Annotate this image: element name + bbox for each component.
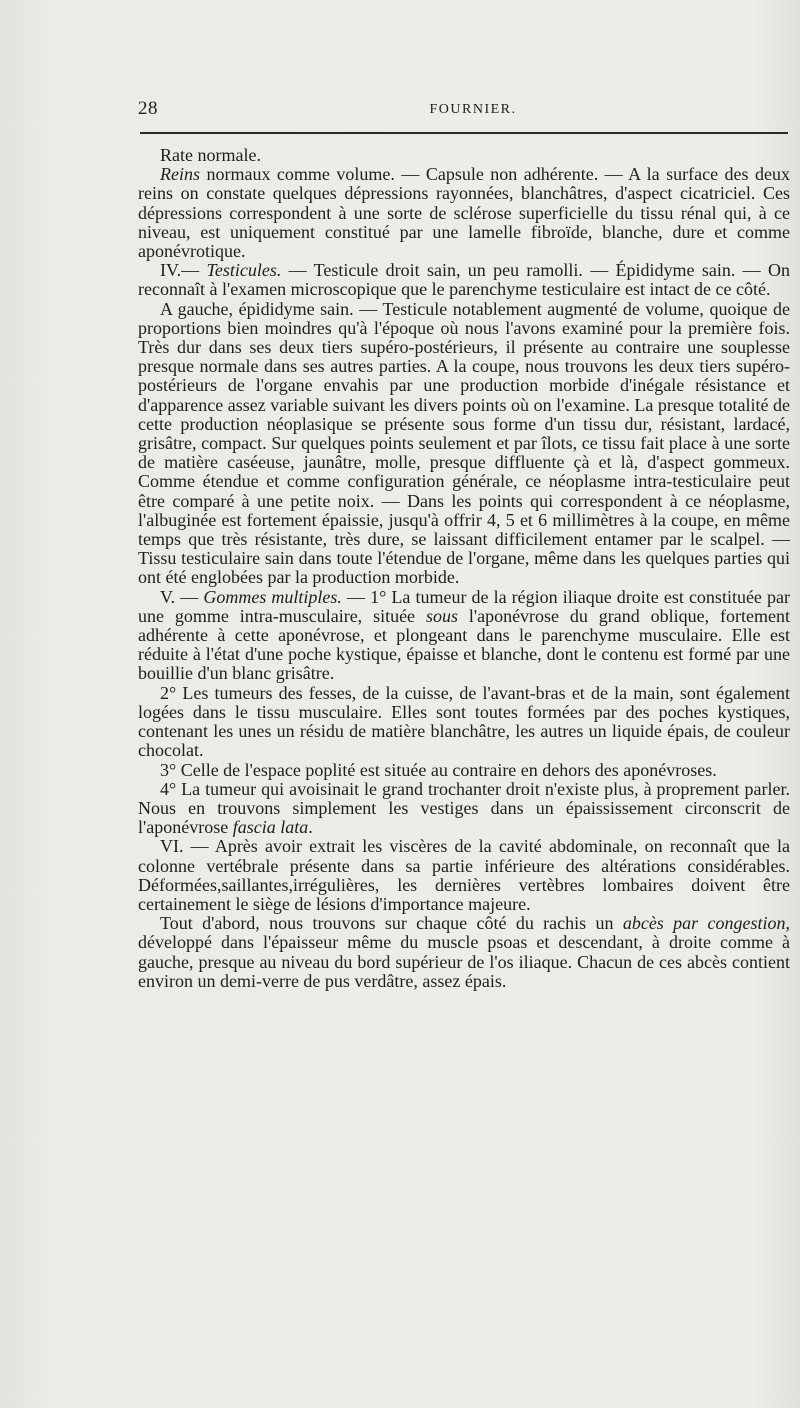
paragraph-text: — Testicule droit sain, un peu ramolli. — Épididyme sain. — On reconnaît à l'examen microscopique que le parenchyme testiculaire est intact de ce côté. — [138, 260, 790, 300]
emphasis: abcès par congestion — [622, 913, 786, 934]
paragraph-text: normaux comme volume. — Capsule non adhérente. — A la surface des deux reins on constate quelques dépressions rayonnées, blanchâtres, d'aspect cicatriciel. Ces dépressions correspondent à une sorte de sclérose superficielle du tissu rénal qui, à ce niveau, est uniquement constitué par une lamelle fibroïde, blanche, dure et comme aponévrotique. — [138, 164, 790, 262]
paragraph-text: 3° Celle de l'espace poplité est située au contraire en dehors des aponévroses. — [160, 759, 717, 780]
paragraph-trochanter — [138, 780, 790, 838]
page-number: 28 — [138, 98, 158, 119]
paragraph-text: 2° Les tumeurs des fesses, de la cuisse, de l'avant-bras et de la main, sont également logées dans le tissu musculaire. Elles sont toutes formées par des poches kystiques, contenant les unes un résidu de matière blanchâtre, les autres un liquide épais, de couleur chocolat. — [138, 682, 790, 761]
section-heading: Testicules. — [206, 260, 282, 281]
header-rule — [140, 132, 788, 134]
paragraph-testicules — [138, 261, 790, 299]
paragraph-text: , développé dans l'épaisseur même du muscle psoas et descendant, à droite comme à gauche, presque au niveau du bord supérieur de l'os iliaque. Chacun de ces abcès contient environ un demi-verre de pus verdâtre, assez épais. — [138, 913, 790, 991]
running-head — [138, 98, 788, 122]
running-title: FOURNIER. — [429, 102, 517, 117]
paragraph-tumeurs-fesses — [138, 684, 790, 761]
paragraph-text: . — [308, 817, 313, 838]
paragraph-reins — [138, 165, 790, 261]
section-heading: Gommes multiples. — [203, 586, 342, 607]
paragraph-text: Tout d'abord, nous trouvons sur chaque côté du rachis un — [160, 913, 623, 934]
paragraph-gommes — [138, 588, 790, 684]
section-number: IV.— — [160, 260, 207, 281]
body-text — [138, 146, 790, 991]
paragraph-lead: Reins — [160, 164, 200, 185]
paragraph-espace-poplite — [138, 761, 790, 780]
paragraph-text: l'aponévrose du grand oblique, fortement adhérente à cette aponévrose, et plongeant dans le parenchyme musculaire. Elle est réduite à l'état d'une poche kystique, épaisse et blanche, dont le contenu est formé par une bouillie d'un blanc grisâtre. — [138, 605, 791, 684]
paragraph-rate — [138, 146, 790, 165]
emphasis: fascia lata — [232, 817, 309, 838]
paragraph-text: — 1° La tumeur de la région iliaque droite est constituée par une gomme intra-musculaire, située — [138, 586, 790, 626]
emphasis: sous — [425, 605, 458, 626]
paragraph-text: VI. — Après avoir extrait les viscères de la cavité abdominale, on reconnaît que la colonne vertébrale présente dans sa partie inférieure des altérations considérables. Déformées,saillantes,irrégulières, les dernières vertèbres lombaires doivent être certainement le siège de lésions d'importance majeure. — [138, 836, 790, 914]
paragraph-text: 4° La tumeur qui avoisinait le grand trochanter droit n'existe plus, à proprement parler. Nous en trouvons simplement les vestiges dans un épaississement circonscrit de l'aponévrose — [138, 778, 790, 838]
section-number: V. — — [160, 586, 204, 607]
paragraph-text: Rate normale. — [160, 145, 261, 165]
paragraph-gauche — [138, 300, 790, 588]
paragraph-abces — [138, 914, 790, 991]
paragraph-text: A gauche, épididyme sain. — Testicule notablement augmenté de volume, quoique de proportions bien moindres qu'à l'époque où nous l'avons examiné pour la première fois. Très dur dans ses deux tiers supéro-postérieurs, il présente au contraire une souplesse presque normale dans ses autres parties. A la coupe, nous trouvons les deux tiers supéro-postérieurs de l'organe envahis par une production morbide d'inégale résistance et d'apparence assez variable suivant les divers points où on l'examine. La presque totalité de cette production néoplasique se présente sous forme d'un tissu dur, résistant, lardacé, grisâtre, compact. Sur quelques points seulement et par îlots, ce tissu fait place à une sorte de matière caséeuse, jaunâtre, molle, presque diffluente çà et là, d'aspect gommeux. Comme étendue et comme configuration générale, ce néoplasme intra-testiculaire peut être comparé à une petite noix. — Dans les points qui correspondent à ce néoplasme, l'albuginée est fortement épaissie, jusqu'à offrir 4, 5 et 6 millimètres à la coupe, en même temps que très résistante, très dure, se laissant difficilement entamer par le scalpel. — Tissu testiculaire sain dans toute l'étendue de l'organe, même dans les quelques parties qui ont été englobées par la production morbide. — [138, 298, 790, 588]
paragraph-colonne — [138, 837, 790, 914]
